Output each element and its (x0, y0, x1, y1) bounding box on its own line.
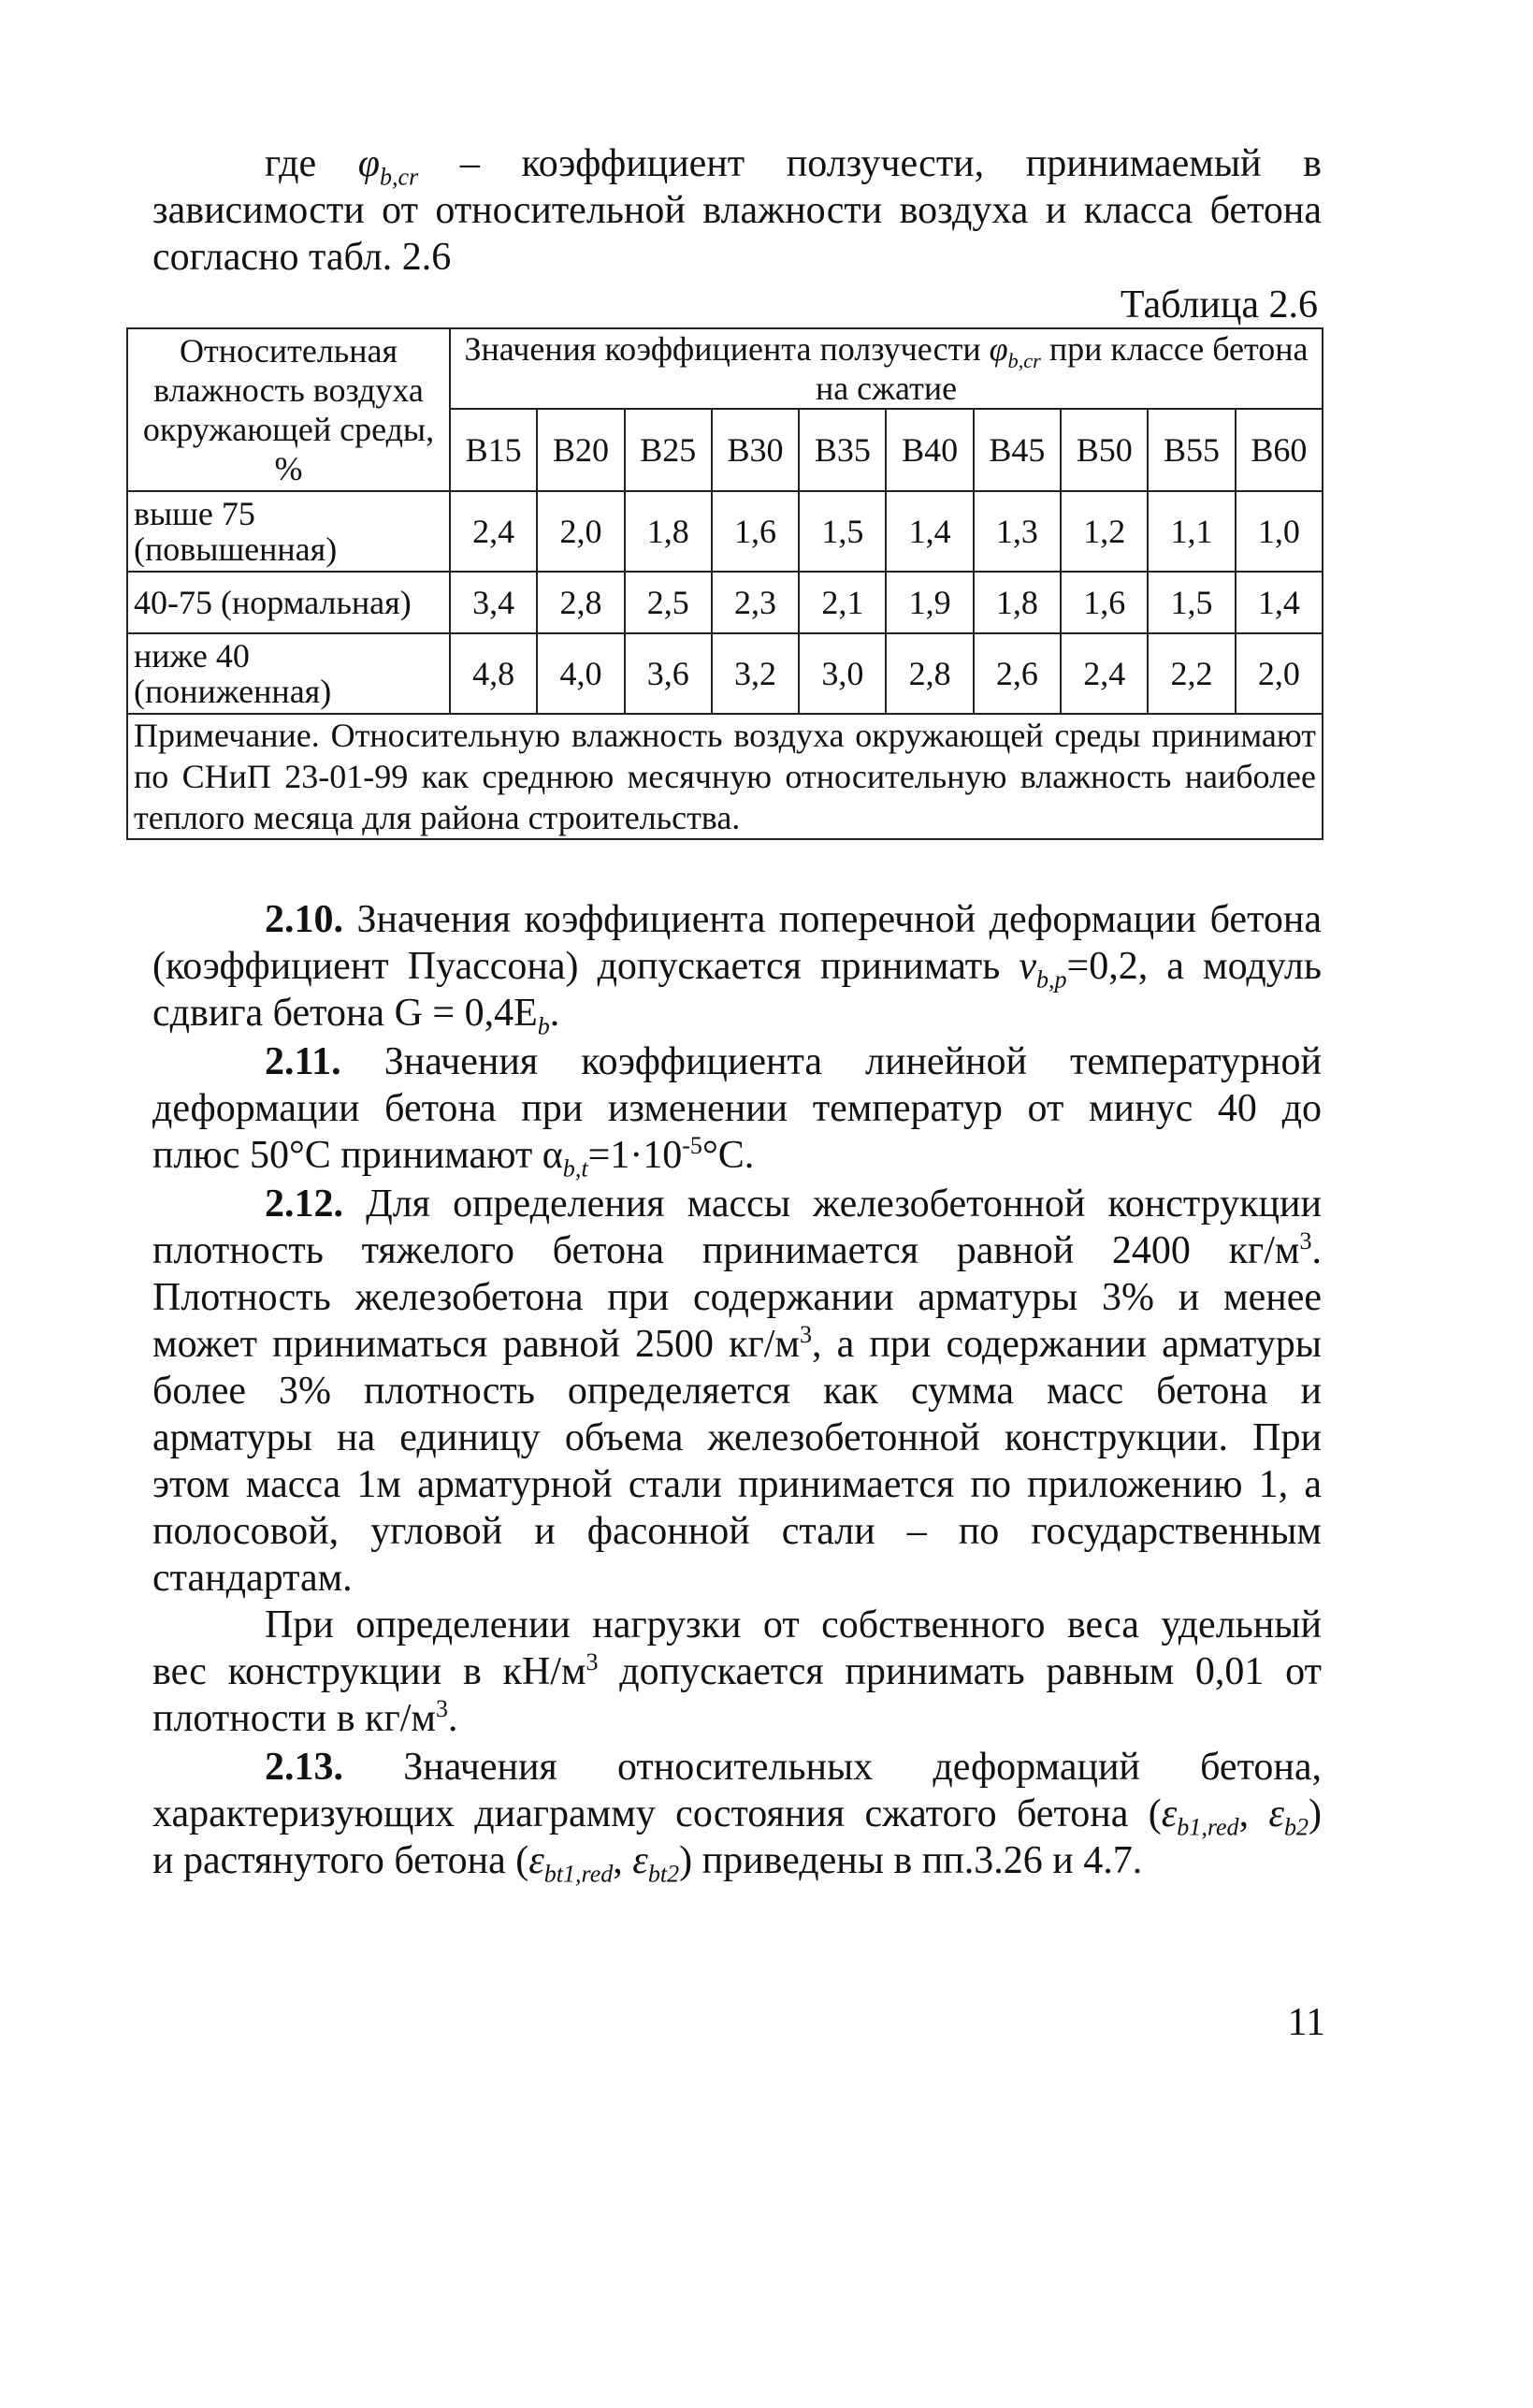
creep-value-cell: 1,5 (799, 491, 886, 572)
intro-line-2: зависимости от относительной влажности воздуха и класса бетона (152, 189, 1322, 232)
creep-value-cell: 1,2 (1061, 491, 1148, 572)
humidity-column-header: Относительная влажность воздуха окружающей среды, % (127, 328, 450, 491)
humidity-label: 40-75 (нормальная) (127, 572, 450, 633)
concrete-class-cell: B20 (537, 409, 624, 491)
table-row (127, 491, 1323, 572)
p212-line-5: более 3% плотность определяется как сумма масс бетона и (152, 1370, 1322, 1413)
creep-value-cell: 3,2 (712, 633, 799, 714)
intro-line-3: согласно табл. 2.6 (152, 236, 452, 279)
creep-group-header: Значения коэффициента ползучести $\varphi_{b,cr}$ при классе бетона на сжатие (450, 328, 1323, 409)
humidity-label: ниже 40 (пониженная) (127, 633, 450, 714)
table-note: Примечание. Относительную влажность воздуха окружающей среды принимают по СНиП 23-01-99 как среднюю месячную относительную влажность наиболее теплого месяца для района строительства. (127, 714, 1323, 839)
p212b-line-2: вес конструкции в $кН/м^3$ допускается принимать равным 0,01 от (152, 1648, 1322, 1693)
p212-line-2: плотность тяжелого бетона принимается равной 2400 $кг/м^3$. (152, 1227, 1322, 1272)
paragraph-2-12-weight (152, 1602, 1322, 1742)
creep-value-cell: 1,4 (886, 491, 973, 572)
creep-value-cell: 2,8 (537, 572, 624, 633)
table-row (127, 572, 1323, 633)
p213-line-2: характеризующих диаграмму состояния сжатого бетона ($\varepsilon_{b1,red}$, $\varepsilon_{b2}$) (152, 1792, 1323, 1841)
concrete-class-cell: B25 (625, 409, 712, 491)
p211-line-2: деформации бетона при изменении температур от минус 40 до (152, 1087, 1322, 1130)
creep-value-cell: 1,3 (974, 491, 1061, 572)
creep-value-cell: 4,8 (450, 633, 537, 714)
creep-value-cell: 1,5 (1148, 572, 1235, 633)
p210-line-2: (коэффициент Пуассона) допускается принимать $\nu_{b,p}=0,2$, а модуль (152, 945, 1322, 994)
creep-value-cell: 1,6 (1061, 572, 1148, 633)
creep-value-cell: 3,4 (450, 572, 537, 633)
p212b-line-3: плотности в $кг/м^3$. (152, 1695, 458, 1740)
creep-value-cell: 1,1 (1148, 491, 1235, 572)
creep-value-cell: 4,0 (537, 633, 624, 714)
creep-value-cell: 2,3 (712, 572, 799, 633)
creep-value-cell: 2,4 (450, 491, 537, 572)
creep-value-cell: 2,0 (537, 491, 624, 572)
p212-line-6: арматуры на единицу объема железобетонной конструкции. При (152, 1416, 1322, 1459)
table-caption: Таблица 2.6 (1120, 283, 1318, 326)
table-body (127, 491, 1323, 714)
p212b-line-1: При определении нагрузки от собственного веса удельный (265, 1603, 1322, 1646)
humidity-label: выше 75 (повышенная) (127, 491, 450, 572)
p213-line-1: 2.13. Значения относительных деформаций бетона, (265, 1746, 1322, 1789)
p212-line-4: может приниматься равной 2500 $кг/м^3$, а при содержании арматуры (152, 1321, 1322, 1366)
page-number: 11 (1287, 2001, 1325, 2044)
creep-value-cell: 2,5 (625, 572, 712, 633)
concrete-class-cell: B60 (1236, 409, 1323, 491)
paragraph-2-10 (152, 896, 1322, 1040)
p212-line-3: Плотность железобетона при содержании арматуры 3% и менее (152, 1276, 1322, 1319)
concrete-class-cell: B40 (886, 409, 973, 491)
concrete-class-cell: B55 (1148, 409, 1235, 491)
p210-line-3: сдвига бетона $G = 0,4E_b$. (152, 992, 560, 1040)
creep-value-cell: 2,4 (1061, 633, 1148, 714)
concrete-class-cell: B50 (1061, 409, 1148, 491)
table-note-row (127, 714, 1323, 839)
paragraph-2-11 (152, 1038, 1322, 1182)
creep-value-cell: 1,6 (712, 491, 799, 572)
p211-line-1: 2.11. Значения коэффициента линейной температурной (265, 1040, 1322, 1083)
table-row (127, 633, 1323, 714)
concrete-class-cell: B15 (450, 409, 537, 491)
creep-value-cell: 2,8 (886, 633, 973, 714)
p213-line-3: и растянутого бетона ($\varepsilon_{bt1,red}$, $\varepsilon_{bt2}$) приведены в пп.3.26 и 4.7. (152, 1839, 1143, 1888)
p211-line-3: плюс 50°С принимают $\alpha_{b,t}=1\cdot 10^{-5}^\circ С$. (152, 1132, 755, 1182)
creep-value-cell: 2,0 (1236, 633, 1323, 714)
creep-value-cell: 1,0 (1236, 491, 1323, 572)
creep-value-cell: 1,9 (886, 572, 973, 633)
concrete-class-cell: B45 (974, 409, 1061, 491)
creep-value-cell: 3,6 (625, 633, 712, 714)
creep-value-cell: 2,2 (1148, 633, 1235, 714)
paragraph-2-13 (152, 1744, 1323, 1888)
intro-line-1: где $\varphi_{b,cr}$ – коэффициент ползучести, принимаемый в (265, 142, 1322, 191)
p212-line-8: полосовой, угловой и фасонной стали – по государственным (152, 1510, 1322, 1553)
concrete-class-cell: B35 (799, 409, 886, 491)
p212-line-9: стандартам. (152, 1557, 353, 1600)
creep-value-cell: 1,8 (625, 491, 712, 572)
p212-line-1: 2.12. Для определения массы железобетонной конструкции (265, 1182, 1322, 1226)
paragraph-2-12 (152, 1181, 1322, 1602)
creep-value-cell: 2,1 (799, 572, 886, 633)
intro-paragraph (152, 140, 1322, 281)
creep-coefficient-table (126, 327, 1323, 840)
table-header-row-1 (127, 328, 1323, 409)
p212-line-7: этом масса 1м арматурной стали принимается по приложению 1, а (152, 1463, 1322, 1506)
concrete-class-cell: B30 (712, 409, 799, 491)
creep-value-cell: 1,4 (1236, 572, 1323, 633)
creep-value-cell: 1,8 (974, 572, 1061, 633)
p210-line-1: 2.10. Значения коэффициента поперечной деформации бетона (265, 898, 1322, 941)
creep-value-cell: 3,0 (799, 633, 886, 714)
creep-value-cell: 2,6 (974, 633, 1061, 714)
